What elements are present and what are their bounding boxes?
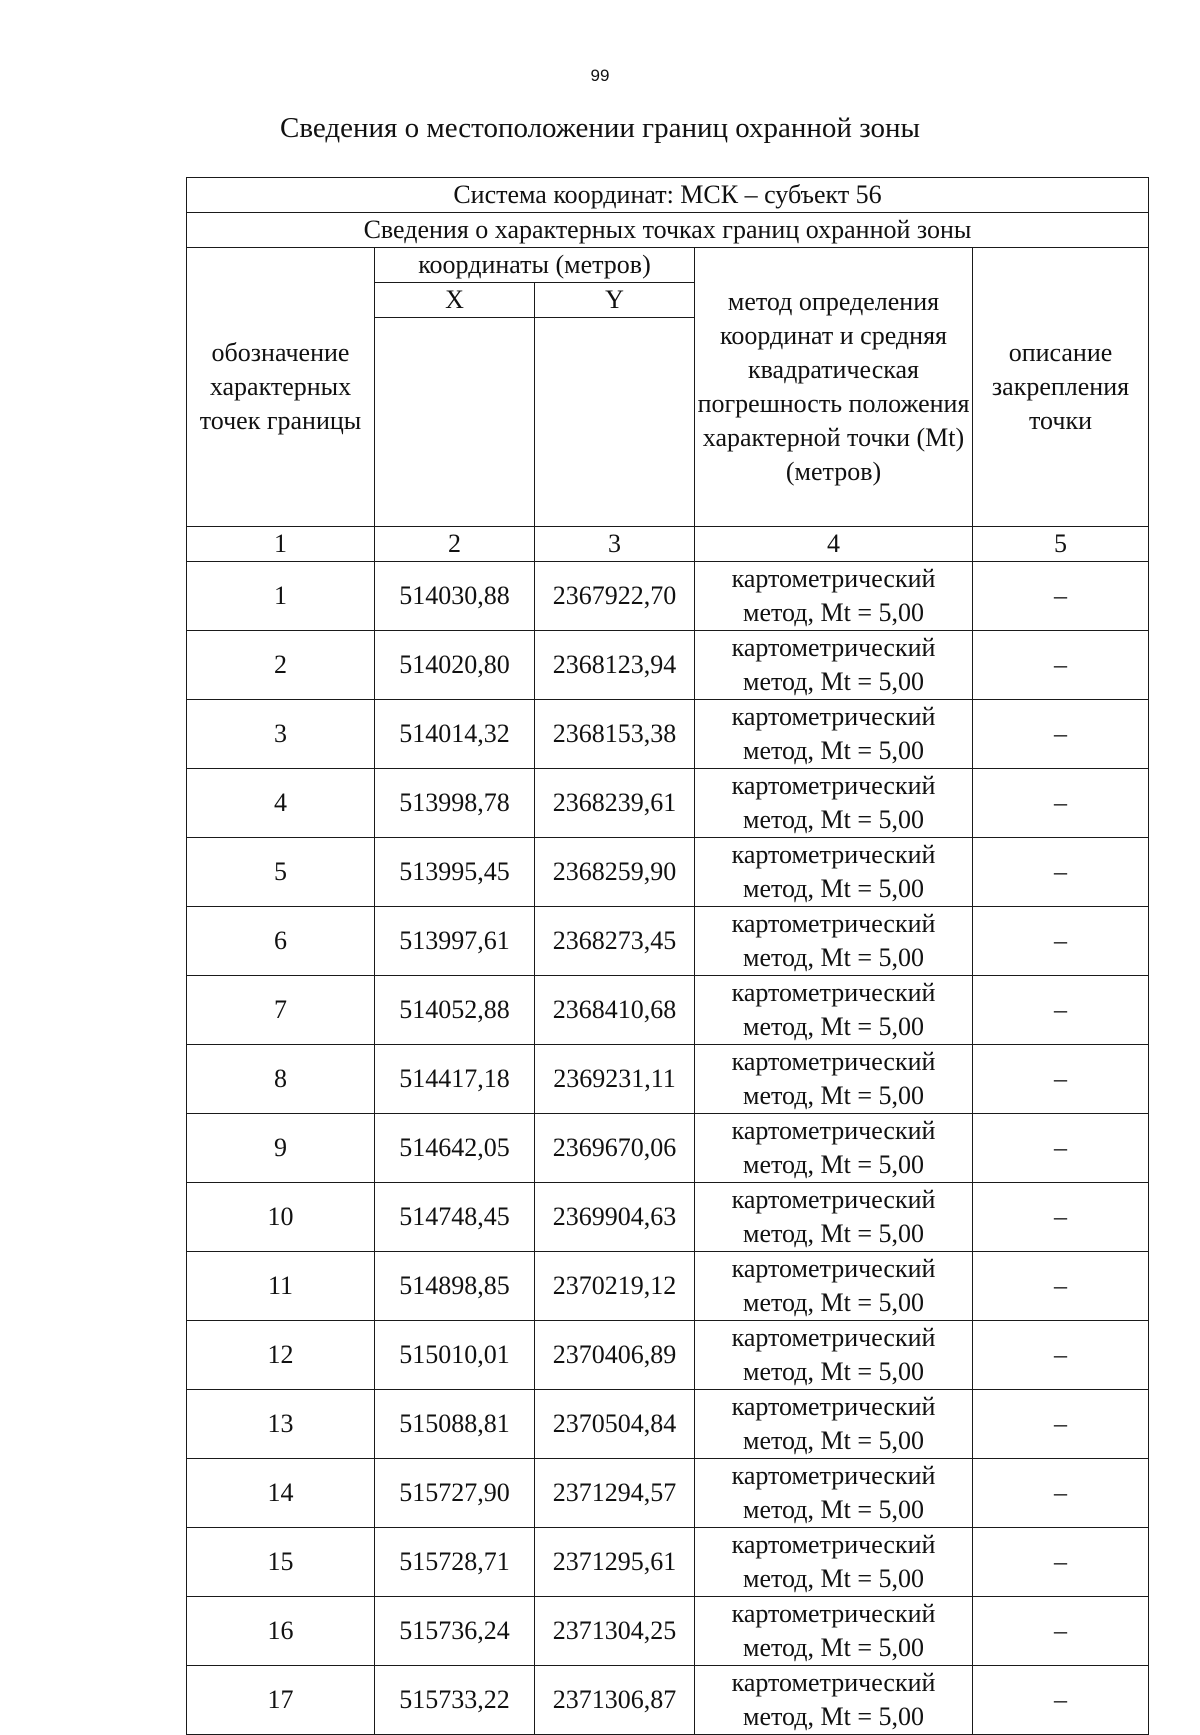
header-y: Y	[535, 283, 695, 318]
point-cell: 6	[187, 907, 375, 976]
description-cell: –	[973, 769, 1149, 838]
description-cell: –	[973, 1183, 1149, 1252]
table-row	[187, 769, 1149, 838]
method-line: метод, Mt = 5,00	[743, 1357, 924, 1386]
method-line: картометрический	[731, 1323, 936, 1352]
method-cell	[695, 1597, 973, 1666]
method-cell	[695, 1666, 973, 1735]
method-cell	[695, 1459, 973, 1528]
method-line: метод, Mt = 5,00	[743, 1150, 924, 1179]
column-number: 4	[695, 527, 973, 562]
method-line: картометрический	[731, 564, 936, 593]
description-cell: –	[973, 1390, 1149, 1459]
method-line: метод, Mt = 5,00	[743, 805, 924, 834]
method-line: метод, Mt = 5,00	[743, 1081, 924, 1110]
point-cell: 12	[187, 1321, 375, 1390]
header-x: X	[375, 283, 535, 318]
method-line: картометрический	[731, 633, 936, 662]
header-points: обозначение характерных точек границы	[187, 248, 375, 527]
method-line: метод, Mt = 5,00	[743, 1633, 924, 1662]
y-coordinate-cell: 2369670,06	[535, 1114, 695, 1183]
description-cell: –	[973, 1666, 1149, 1735]
description-cell: –	[973, 907, 1149, 976]
method-line: картометрический	[731, 771, 936, 800]
column-number: 3	[535, 527, 695, 562]
point-cell: 9	[187, 1114, 375, 1183]
x-coordinate-cell: 514014,32	[375, 700, 535, 769]
x-coordinate-cell: 513997,61	[375, 907, 535, 976]
header-x-body	[375, 318, 535, 527]
method-line: метод, Mt = 5,00	[743, 598, 924, 627]
table-row	[187, 1183, 1149, 1252]
method-cell	[695, 976, 973, 1045]
header-row	[187, 248, 1149, 283]
table-row	[187, 1390, 1149, 1459]
table-row	[187, 631, 1149, 700]
point-cell: 15	[187, 1528, 375, 1597]
table-row	[187, 1114, 1149, 1183]
table-row	[187, 562, 1149, 631]
section-info-row	[187, 213, 1149, 248]
method-line: картометрический	[731, 1116, 936, 1145]
column-number: 2	[375, 527, 535, 562]
method-cell	[695, 562, 973, 631]
method-line: картометрический	[731, 1530, 936, 1559]
y-coordinate-cell: 2368273,45	[535, 907, 695, 976]
y-coordinate-cell: 2368259,90	[535, 838, 695, 907]
method-line: картометрический	[731, 1254, 936, 1283]
x-coordinate-cell: 515728,71	[375, 1528, 535, 1597]
x-coordinate-cell: 514898,85	[375, 1252, 535, 1321]
table-row	[187, 700, 1149, 769]
method-cell	[695, 1045, 973, 1114]
method-line: метод, Mt = 5,00	[743, 667, 924, 696]
y-coordinate-cell: 2370504,84	[535, 1390, 695, 1459]
x-coordinate-cell: 515010,01	[375, 1321, 535, 1390]
y-coordinate-cell: 2368410,68	[535, 976, 695, 1045]
header-coordinates: координаты (метров)	[375, 248, 695, 283]
column-number: 1	[187, 527, 375, 562]
x-coordinate-cell: 514030,88	[375, 562, 535, 631]
table-row	[187, 1252, 1149, 1321]
method-line: метод, Mt = 5,00	[743, 1495, 924, 1524]
y-coordinate-cell: 2371294,57	[535, 1459, 695, 1528]
method-line: картометрический	[731, 978, 936, 1007]
method-cell	[695, 700, 973, 769]
method-line: картометрический	[731, 1047, 936, 1076]
y-coordinate-cell: 2369231,11	[535, 1045, 695, 1114]
method-line: метод, Mt = 5,00	[743, 1564, 924, 1593]
point-cell: 11	[187, 1252, 375, 1321]
point-cell: 13	[187, 1390, 375, 1459]
point-cell: 1	[187, 562, 375, 631]
section-label: Сведения о характерных точках границ охранной зоны	[187, 213, 1149, 248]
y-coordinate-cell: 2370219,12	[535, 1252, 695, 1321]
y-coordinate-cell: 2368239,61	[535, 769, 695, 838]
method-cell	[695, 1390, 973, 1459]
table-row	[187, 1597, 1149, 1666]
y-coordinate-cell: 2368153,38	[535, 700, 695, 769]
description-cell: –	[973, 1459, 1149, 1528]
method-line: метод, Mt = 5,00	[743, 943, 924, 972]
y-coordinate-cell: 2368123,94	[535, 631, 695, 700]
header-description: описание закрепления точки	[973, 248, 1149, 527]
y-coordinate-cell: 2370406,89	[535, 1321, 695, 1390]
description-cell: –	[973, 700, 1149, 769]
point-cell: 16	[187, 1597, 375, 1666]
method-line: метод, Mt = 5,00	[743, 874, 924, 903]
table-row	[187, 1321, 1149, 1390]
coordinate-system-row	[187, 178, 1149, 213]
page-number: 99	[590, 66, 610, 85]
table-row	[187, 1045, 1149, 1114]
point-cell: 8	[187, 1045, 375, 1114]
point-cell: 10	[187, 1183, 375, 1252]
x-coordinate-cell: 514052,88	[375, 976, 535, 1045]
x-coordinate-cell: 514642,05	[375, 1114, 535, 1183]
y-coordinate-cell: 2369904,63	[535, 1183, 695, 1252]
description-cell: –	[973, 1045, 1149, 1114]
x-coordinate-cell: 513998,78	[375, 769, 535, 838]
method-cell	[695, 1252, 973, 1321]
column-numbers-row	[187, 527, 1149, 562]
y-coordinate-cell: 2371304,25	[535, 1597, 695, 1666]
table-row	[187, 838, 1149, 907]
description-cell: –	[973, 631, 1149, 700]
description-cell: –	[973, 838, 1149, 907]
method-line: картометрический	[731, 1392, 936, 1421]
description-cell: –	[973, 562, 1149, 631]
method-cell	[695, 838, 973, 907]
coordinate-system-label: Система координат: МСК – субъект 56	[187, 178, 1149, 213]
y-coordinate-cell: 2371295,61	[535, 1528, 695, 1597]
method-cell	[695, 769, 973, 838]
method-cell	[695, 1321, 973, 1390]
method-line: картометрический	[731, 1461, 936, 1490]
description-cell: –	[973, 1597, 1149, 1666]
point-cell: 2	[187, 631, 375, 700]
description-cell: –	[973, 1528, 1149, 1597]
description-cell: –	[973, 1321, 1149, 1390]
x-coordinate-cell: 515088,81	[375, 1390, 535, 1459]
column-number: 5	[973, 527, 1149, 562]
table-row	[187, 1459, 1149, 1528]
method-line: картометрический	[731, 1668, 936, 1697]
description-cell: –	[973, 976, 1149, 1045]
method-line: метод, Mt = 5,00	[743, 1702, 924, 1731]
method-cell	[695, 1183, 973, 1252]
document-title: Сведения о местоположении границ охранной зоны	[279, 112, 920, 144]
method-cell	[695, 631, 973, 700]
method-line: метод, Mt = 5,00	[743, 736, 924, 765]
method-line: метод, Mt = 5,00	[743, 1219, 924, 1248]
header-y-body	[535, 318, 695, 527]
point-cell: 7	[187, 976, 375, 1045]
method-line: метод, Mt = 5,00	[743, 1426, 924, 1455]
x-coordinate-cell: 515736,24	[375, 1597, 535, 1666]
table-row	[187, 1528, 1149, 1597]
description-cell: –	[973, 1114, 1149, 1183]
x-coordinate-cell: 514748,45	[375, 1183, 535, 1252]
table-row	[187, 1666, 1149, 1735]
method-cell	[695, 1114, 973, 1183]
method-line: картометрический	[731, 1599, 936, 1628]
method-line: картометрический	[731, 909, 936, 938]
y-coordinate-cell: 2367922,70	[535, 562, 695, 631]
x-coordinate-cell: 515727,90	[375, 1459, 535, 1528]
point-cell: 4	[187, 769, 375, 838]
x-coordinate-cell: 514417,18	[375, 1045, 535, 1114]
point-cell: 3	[187, 700, 375, 769]
point-cell: 5	[187, 838, 375, 907]
method-cell	[695, 907, 973, 976]
description-cell: –	[973, 1252, 1149, 1321]
method-line: картометрический	[731, 702, 936, 731]
method-line: метод, Mt = 5,00	[743, 1288, 924, 1317]
x-coordinate-cell: 514020,80	[375, 631, 535, 700]
method-cell	[695, 1528, 973, 1597]
table-row	[187, 976, 1149, 1045]
table-row	[187, 907, 1149, 976]
x-coordinate-cell: 513995,45	[375, 838, 535, 907]
point-cell: 17	[187, 1666, 375, 1735]
method-line: картометрический	[731, 1185, 936, 1214]
point-cell: 14	[187, 1459, 375, 1528]
x-coordinate-cell: 515733,22	[375, 1666, 535, 1735]
coordinates-table	[186, 177, 1149, 1735]
method-line: картометрический	[731, 840, 936, 869]
y-coordinate-cell: 2371306,87	[535, 1666, 695, 1735]
method-line: метод, Mt = 5,00	[743, 1012, 924, 1041]
header-method: метод определения координат и средняя квадратическая погрешность положения характерной точки (Mt) (метров)	[695, 248, 973, 527]
